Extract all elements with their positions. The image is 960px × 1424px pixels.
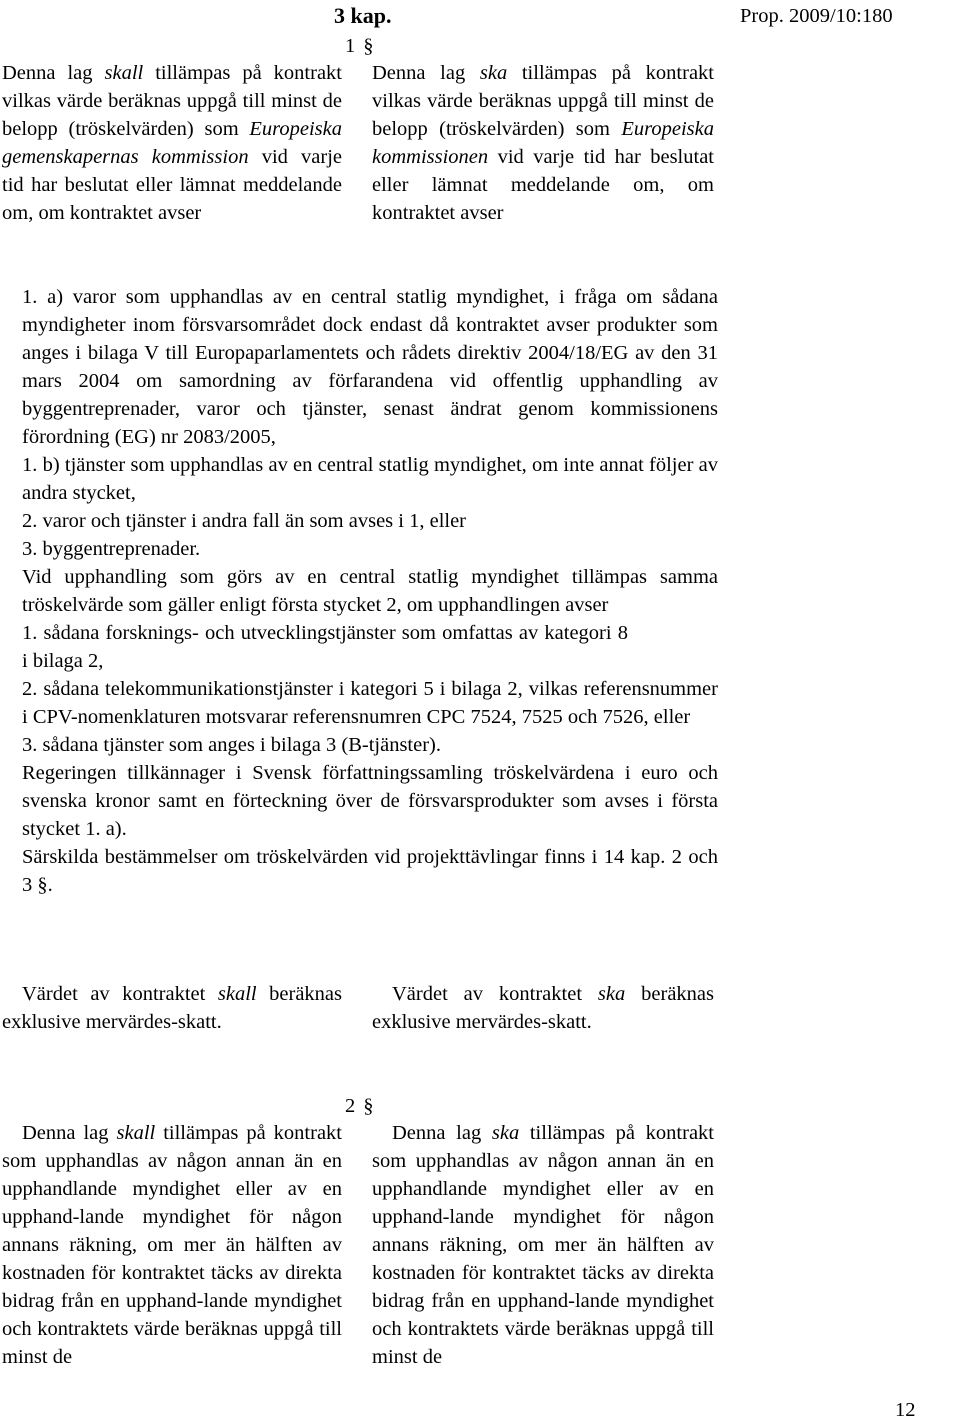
paragraph: 1. sådana forsknings- och utvecklingstjänster som omfattas av kategori 8 i bilaga 2, (22, 622, 628, 672)
section-1-vat-old: Värdet av kontraktet skall beräknas exklusive mervärdes-skatt. (2, 983, 342, 1033)
section-2-new-wording: Denna lag ska tillämpas på kontrakt som upphandlas av någon annan än en upphandlande myndighet eller av en upphand-lande myndighet för någon annans räkning, om mer än hälften av kostnaden för kontraktet täcks av direkta bidrag från en upphand-lande myndighet och kontraktets värde beräknas uppgå till minst de (372, 1122, 715, 1368)
section-1-heading: 1 § (345, 35, 374, 57)
paragraph: Särskilda bestämmelser om tröskelvärden vid projekttävlingar finns i 14 kap. 2 och 3 §. (22, 846, 718, 896)
paragraph: Vid upphandling som görs av en central statlig myndighet tillämpas samma tröskelvärde som gäller enligt första stycket 2, om upphandlingen avser (22, 566, 718, 616)
section-1-old-wording: Denna lag skall tillämpas på kontrakt vilkas värde beräknas uppgå till minst de belopp (tröskelvärden) som Europeiska gemenskapernas kommission vid varje tid har beslutat eller lämnat meddelande om, om kontraktet avser (2, 62, 342, 224)
section-1-new-wording: Denna lag ska tillämpas på kontrakt vilkas värde beräknas uppgå till minst de belopp (tröskelvärden) som Europeiska kommissionen vid varje tid har beslutat eller lämnat meddelande om, om kontraktet avser (372, 62, 715, 224)
proposition-reference: Prop. 2009/10:180 (740, 5, 893, 27)
section-1-common-text (2, 283, 718, 899)
paragraph: Regeringen tillkännager i Svensk författningssamling tröskelvärdena i euro och svenska kronor samt en förteckning över de försvarsprodukter som avses i första stycket 1. a). (22, 762, 718, 840)
section-2-old-wording: Denna lag skall tillämpas på kontrakt som upphandlas av någon annan än en upphandlande myndighet eller av en upphand-lande myndighet för någon annans räkning, om mer än hälften av kostnaden för kontraktet täcks av direkta bidrag från en upphand-lande myndighet och kontraktets värde beräknas uppgå till minst de (2, 1122, 342, 1368)
section-2-heading: 2 § (345, 1095, 374, 1117)
paragraph: 3. sådana tjänster som anges i bilaga 3 (B-tjänster). (22, 734, 441, 756)
paragraph: 1. a) varor som upphandlas av en central statlig myndighet, i fråga om sådana myndigheter inom försvarsområdet dock endast då kontraktet avser produkter som anges i bilaga V till Europaparlamentets och rådets direktiv 2004/18/EG av den 31 mars 2004 om samordning av förfarandena vid offentlig upphandling av byggentreprenader, varor och tjänster, senast ändrat genom kommissionens förordning (EG) nr 2083/2005, (22, 286, 718, 448)
section-1-vat-new: Värdet av kontraktet ska beräknas exklusive mervärdes-skatt. (372, 983, 714, 1033)
paragraph: 2. sådana telekommunikationstjänster i kategori 5 i bilaga 2, vilkas referensnummer i CPV-nomenklaturen motsvarar referensnumren CPC 7524, 7525 och 7526, eller (22, 678, 718, 728)
page-number: 12 (895, 1399, 916, 1421)
paragraph: 1. b) tjänster som upphandlas av en central statlig myndighet, om inte annat följer av andra stycket, (22, 454, 718, 504)
chapter-heading: 3 kap. (334, 3, 392, 28)
paragraph: 2. varor och tjänster i andra fall än som avses i 1, eller (22, 510, 467, 532)
paragraph: 3. byggentreprenader. (22, 538, 201, 560)
